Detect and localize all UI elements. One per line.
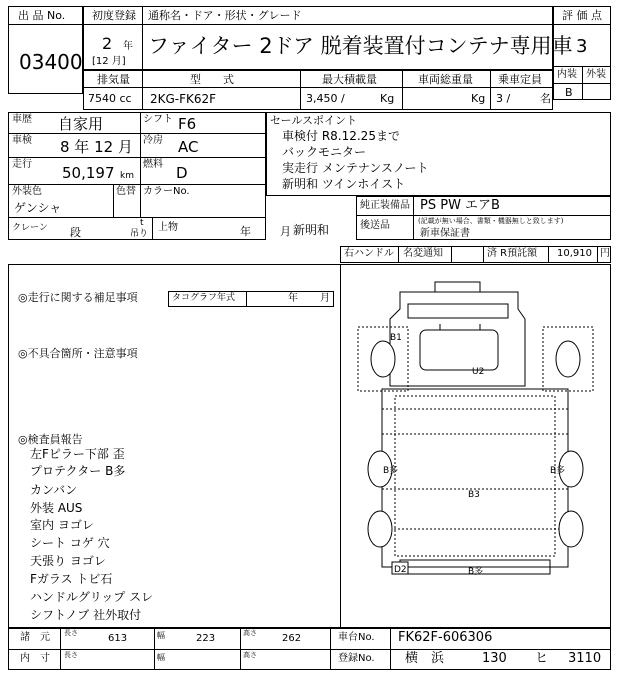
ext-color-label: 外装色 (12, 186, 42, 197)
reg-month: [12 月] (92, 56, 126, 67)
max-load-unit: Kg (380, 92, 395, 105)
inner-length-label: 長さ (64, 651, 78, 659)
length-value: 613 (108, 633, 128, 644)
chassis-label: 車台No. (338, 632, 375, 643)
inspection-label: 車検 (12, 135, 32, 146)
equipment-label: 純正装備品 (360, 200, 410, 211)
mileage-label: 走行 (12, 159, 32, 170)
ext-color-value: ゲンシャ (14, 201, 62, 215)
inner-width-label: 幅 (157, 653, 165, 662)
exterior-label: 外装 (586, 69, 606, 80)
recycle-value: 10,910 (557, 248, 592, 259)
height-label: 高さ (243, 629, 257, 637)
recycle-unit: 円 (600, 248, 610, 259)
inspector-item: シート コゲ 穴 (30, 536, 110, 550)
damage-mark: B多 (468, 567, 484, 577)
damage-mark: U2 (472, 367, 485, 377)
displacement-value: 7540 cc (88, 92, 132, 105)
sales-points-label: セールスポイント (270, 114, 358, 127)
inspection-value: 8 年 12 月 (60, 138, 133, 156)
chassis-value: FK62F-606306 (398, 630, 493, 645)
fuel-label: 燃料 (143, 159, 163, 170)
inspector-item: 室内 ヨゴレ (30, 518, 94, 532)
handle-side: 右ハンドル (344, 248, 394, 259)
shift-value: F6 (178, 115, 197, 133)
inspector-item: 天張り ヨゴレ (30, 554, 106, 568)
history-value: 自家用 (58, 115, 104, 133)
body-month: 月 (280, 225, 291, 238)
tacho-year: 年 (288, 293, 298, 304)
model-label: 通称名・ドア・形状・グレード (148, 9, 302, 22)
max-load-label: 最大積載量 (322, 73, 377, 86)
reg-label: 登録No. (338, 653, 375, 664)
inspector-item: ハンドルグリップ スレ (30, 590, 154, 604)
crane-lift: 吊り (130, 229, 149, 239)
width-label: 幅 (157, 631, 165, 640)
car-name: ファイター 2ドア 脱着装置付コンテナ専用車 (148, 34, 573, 58)
damage-mark: B3 (468, 490, 480, 500)
score-label: 評 価 点 (562, 9, 602, 22)
score-value: 3 (576, 36, 588, 57)
displacement-label: 排気量 (97, 73, 130, 86)
color-no-label: カラーNo. (143, 186, 190, 197)
tacho-label: タコグラフ年式 (172, 293, 236, 303)
inspector-label: ◎検査員報告 (18, 433, 83, 446)
length-label: 長さ (64, 629, 78, 637)
inner-dims-label: 内 寸 (20, 653, 50, 664)
width-value: 223 (196, 633, 216, 644)
gross-weight-unit: Kg (471, 92, 486, 105)
inspector-item: 外装 AUS (30, 501, 83, 515)
dims-label: 諸 元 (20, 632, 50, 643)
docs-label: 後送品 (360, 220, 390, 231)
history-label: 車歴 (12, 114, 32, 125)
inner-height-label: 高さ (243, 651, 257, 659)
type-value: 2KG-FK62F (150, 92, 217, 106)
height-value: 262 (282, 633, 302, 644)
body-label: 上物 (158, 222, 178, 233)
reg-year: 2 (102, 34, 113, 53)
reg-class: 130 (482, 651, 507, 666)
mileage-unit: km (120, 171, 134, 181)
sales-point-1: 車検付 R8.12.25まで (282, 129, 400, 143)
tacho-month: 月 (320, 293, 330, 304)
interior-label: 内装 (557, 69, 577, 80)
recycle-label: 済 R預託額 (487, 248, 538, 259)
reg-kana: ヒ (535, 651, 549, 666)
crane-stages: 段 (70, 226, 81, 239)
color-change-label: 色替 (116, 186, 136, 197)
cooler-value: AC (178, 138, 199, 156)
docs-value: 新車保証書 (420, 228, 470, 239)
lot-number: 03400 (19, 50, 83, 74)
sales-point-3: 実走行 メンテナンスノート (282, 161, 429, 175)
inspector-item: 左Fピラー下部 歪 (30, 447, 125, 461)
damage-mark: B多 (550, 466, 566, 476)
inspector-item: シフトノブ 社外取付 (30, 608, 142, 622)
interior-grade: B (565, 86, 573, 99)
body-maker: 新明和 (293, 223, 330, 237)
capacity-label: 乗車定員 (498, 73, 542, 86)
cooler-label: 冷房 (143, 135, 163, 146)
type-label: 型 式 (190, 73, 234, 86)
inspector-item: カンバン (30, 483, 78, 497)
reg-place: 横 浜 (405, 651, 445, 666)
details-box (8, 112, 266, 240)
reg-number: 3110 (568, 651, 602, 666)
crane-t: t (140, 218, 144, 228)
shift-label: シフト (143, 114, 173, 125)
gross-weight-label: 車両総重量 (418, 73, 473, 86)
capacity-value: 3 / (496, 92, 511, 105)
inspector-item: プロテクター B多 (30, 464, 126, 478)
damage-mark: B1 (390, 333, 402, 343)
reg-year-unit: 年 (123, 41, 133, 52)
driving-remarks-label: ◎走行に関する補足事項 (18, 291, 138, 304)
max-load-value: 3,450 / (306, 92, 345, 105)
truck-diagram (340, 264, 611, 628)
inspector-item: Fガラス トビ石 (30, 572, 113, 586)
docs-note: (記載が無い場合、書類・機器無しと致します) (418, 217, 564, 225)
sales-point-4: 新明和 ツインホイスト (282, 177, 406, 191)
defect-label: ◎不具合箇所・注意事項 (18, 347, 138, 360)
damage-mark: B多 (383, 466, 399, 476)
body-year: 年 (240, 225, 251, 238)
mileage-value: 50,197 (62, 164, 115, 182)
name-change-label: 名変通知 (403, 248, 443, 259)
sales-point-2: バックモニター (282, 145, 367, 159)
damage-mark: D2 (394, 565, 407, 575)
capacity-unit: 名 (540, 92, 551, 105)
fuel-value: D (176, 164, 188, 182)
equipment-value: PS PW エアB (420, 198, 500, 213)
lot-label: 出 品 No. (18, 9, 66, 22)
first-reg-label: 初度登録 (92, 9, 136, 22)
crane-label: クレーン (12, 223, 48, 233)
